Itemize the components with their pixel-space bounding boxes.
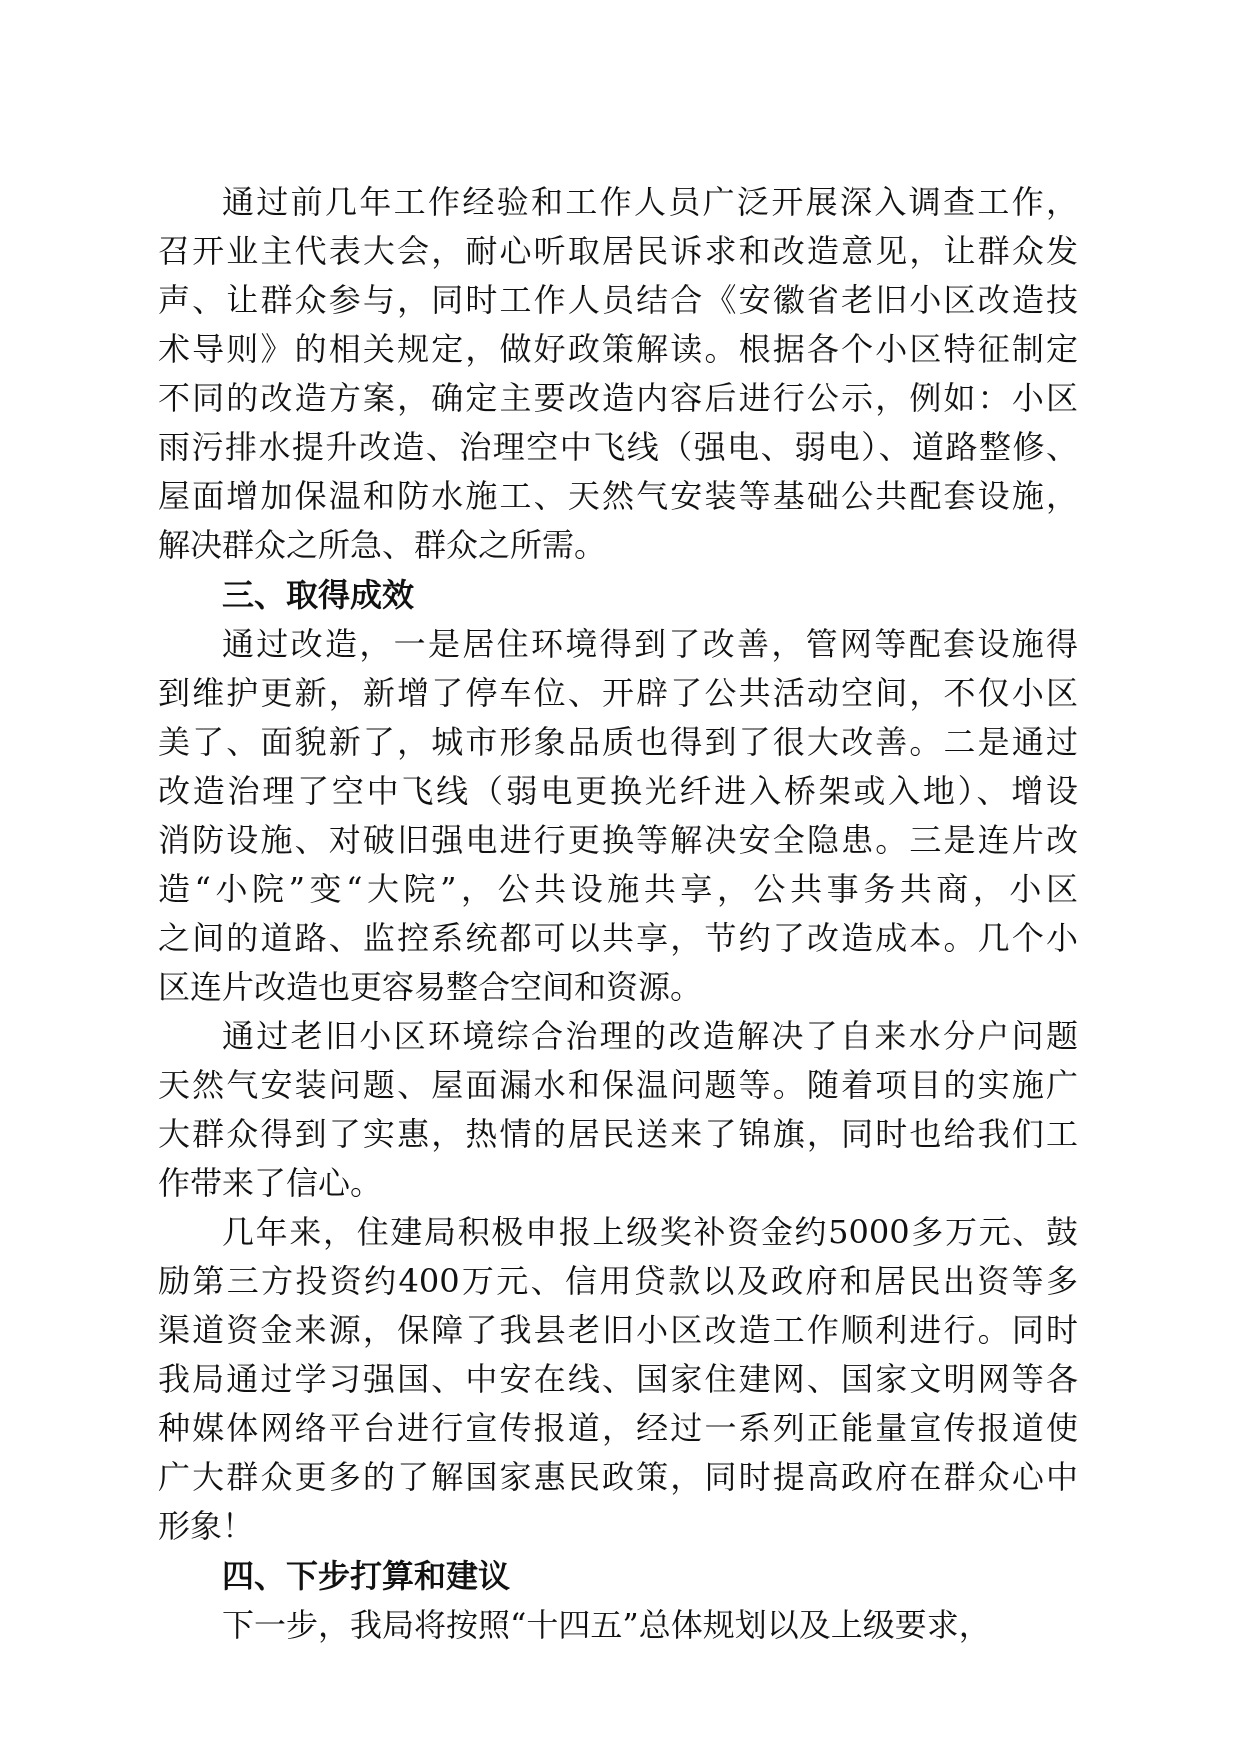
text-line: 通过改造，一是居住环境得到了改善，管网等配套设施得 xyxy=(222,625,1078,663)
text-line: 解决群众之所急、群众之所需。 xyxy=(158,526,607,564)
text-line: 种媒体网络平台进行宣传报道，经过一系列正能量宣传报道使 xyxy=(158,1409,1078,1447)
text-line: 形象！ xyxy=(158,1507,255,1545)
text-line: 美了、面貌新了，城市形象品质也得到了很大改善。二是通过 xyxy=(158,723,1078,761)
paragraph-results xyxy=(158,620,1078,1012)
paragraph-benefits xyxy=(158,1012,1078,1208)
text-line: 大群众得到了实惠，热情的居民送来了锦旗，同时也给我们工 xyxy=(158,1115,1078,1153)
section-heading-next-steps: 四、下步打算和建议 xyxy=(222,1557,511,1595)
text-line: 区连片改造也更容易整合空间和资源。 xyxy=(158,968,703,1006)
text-line: 消防设施、对破旧强电进行更换等解决安全隐患。三是连片改 xyxy=(158,821,1078,859)
text-line: 下一步，我局将按照“十四五”总体规划以及上级要求， xyxy=(222,1606,991,1644)
text-line: 通过老旧小区环境综合治理的改造解决了自来水分户问题 xyxy=(222,1017,1078,1055)
text-line: 渠道资金来源，保障了我县老旧小区改造工作顺利进行。同时 xyxy=(158,1311,1078,1349)
text-line: 改造治理了空中飞线（弱电更换光纤进入桥架或入地）、增设 xyxy=(158,772,1078,810)
text-line: 屋面增加保温和防水施工、天然气安装等基础公共配套设施， xyxy=(158,477,1078,515)
paragraph-consultation xyxy=(158,178,1078,570)
text-line: 召开业主代表大会，耐心听取居民诉求和改造意见，让群众发 xyxy=(158,232,1078,270)
text-line: 几年来，住建局积极申报上级奖补资金约5000多万元、鼓 xyxy=(222,1213,1078,1251)
document-body xyxy=(158,178,1078,1650)
paragraph-next-steps xyxy=(158,1601,1078,1650)
text-line: 术导则》的相关规定，做好政策解读。根据各个小区特征制定 xyxy=(158,330,1078,368)
text-line: 不同的改造方案，确定主要改造内容后进行公示，例如：小区 xyxy=(158,379,1078,417)
text-line: 通过前几年工作经验和工作人员广泛开展深入调查工作， xyxy=(222,183,1078,221)
section-heading-results: 三、取得成效 xyxy=(222,576,415,614)
text-line: 雨污排水提升改造、治理空中飞线（强电、弱电）、道路整修、 xyxy=(158,428,1078,466)
text-line: 造“小院”变“大院”，公共设施共享，公共事务共商，小区 xyxy=(158,870,1078,908)
text-line: 励第三方投资约400万元、信用贷款以及政府和居民出资等多 xyxy=(158,1262,1078,1300)
text-line: 天然气安装问题、屋面漏水和保温问题等。随着项目的实施广 xyxy=(158,1066,1078,1104)
text-line: 到维护更新，新增了停车位、开辟了公共活动空间，不仅小区 xyxy=(158,674,1078,712)
text-line: 声、让群众参与，同时工作人员结合《安徽省老旧小区改造技 xyxy=(158,281,1078,319)
text-line: 广大群众更多的了解国家惠民政策，同时提高政府在群众心中 xyxy=(158,1458,1078,1496)
paragraph-funding xyxy=(158,1208,1078,1551)
text-line: 作带来了信心。 xyxy=(158,1164,383,1202)
text-line: 我局通过学习强国、中安在线、国家住建网、国家文明网等各 xyxy=(158,1360,1078,1398)
text-line: 之间的道路、监控系统都可以共享，节约了改造成本。几个小 xyxy=(158,919,1078,957)
